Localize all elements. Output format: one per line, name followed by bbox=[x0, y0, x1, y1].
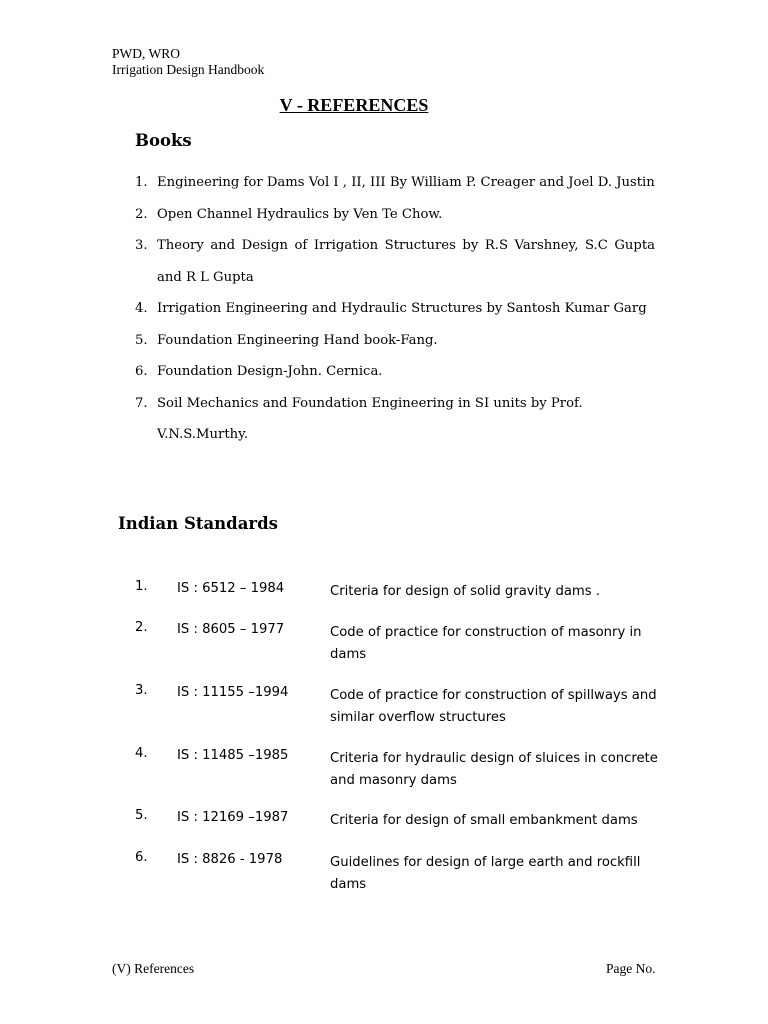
header-org: PWD, WRO bbox=[112, 46, 181, 61]
list-item-number: 4. bbox=[135, 301, 148, 316]
list-item-text: Foundation Design-John. Cernica. bbox=[157, 364, 383, 379]
list-item-text: Irrigation Engineering and Hydraulic Structures by Santosh Kumar Garg bbox=[157, 301, 647, 316]
books-heading: Books bbox=[135, 131, 192, 150]
table-row bbox=[0, 685, 768, 735]
standard-code: IS : 11155 –1994 bbox=[177, 685, 289, 700]
standard-number: 2. bbox=[135, 620, 148, 635]
standard-code: IS : 11485 –1985 bbox=[177, 748, 289, 763]
standard-code: IS : 8826 - 1978 bbox=[177, 852, 283, 867]
header-doc-title: Irrigation Design Handbook bbox=[112, 61, 265, 77]
list-item-text: Theory and Design of Irrigation Structures by R.S Varshney, S.C Gupta and R L Gupta bbox=[157, 238, 655, 285]
list-item bbox=[135, 325, 655, 357]
footer-page-number: Page No. bbox=[606, 961, 656, 976]
standard-description: Criteria for design of solid gravity dams . bbox=[330, 584, 600, 599]
list-item-text: Soil Mechanics and Foundation Engineering in SI units by Prof. V.N.S.Murthy. bbox=[157, 395, 583, 442]
standard-number: 6. bbox=[135, 850, 148, 865]
footer-section-label: (V) References bbox=[112, 961, 195, 976]
standard-description: Criteria for design of small embankment dams bbox=[330, 813, 638, 828]
list-item-number: 3. bbox=[135, 238, 148, 253]
standard-description: Guidelines for design of large earth and rockfill dams bbox=[330, 855, 641, 892]
table-row bbox=[0, 622, 768, 672]
list-item bbox=[135, 230, 655, 293]
list-item-text: Open Channel Hydraulics by Ven Te Chow. bbox=[157, 206, 443, 222]
page-title bbox=[0, 95, 768, 116]
standard-number: 1. bbox=[135, 579, 148, 594]
standard-code: IS : 12169 –1987 bbox=[177, 810, 289, 825]
standard-number: 5. bbox=[135, 808, 148, 823]
standard-description: Code of practice for construction of spillways and similar overflow structures bbox=[330, 688, 657, 725]
standard-code: IS : 6512 – 1984 bbox=[177, 581, 285, 596]
page-title-text: V - REFERENCES bbox=[279, 95, 429, 115]
list-item-number: 1. bbox=[135, 175, 148, 190]
list-item-number: 5. bbox=[135, 332, 148, 348]
standard-number: 4. bbox=[135, 746, 148, 761]
list-item-number: 6. bbox=[135, 364, 148, 379]
list-item bbox=[135, 356, 655, 388]
list-item bbox=[135, 199, 655, 231]
standard-description: Criteria for hydraulic design of sluices in concrete and masonry dams bbox=[330, 751, 658, 788]
page-header bbox=[112, 46, 264, 77]
list-item-text: Engineering for Dams Vol I , II, III By William P. Creager and Joel D. Justin bbox=[157, 175, 655, 190]
list-item bbox=[135, 167, 655, 199]
standard-code: IS : 8605 – 1977 bbox=[177, 622, 285, 637]
standards-heading: Indian Standards bbox=[118, 514, 278, 533]
standard-number: 3. bbox=[135, 683, 148, 698]
table-row bbox=[0, 748, 768, 798]
list-item-text: Foundation Engineering Hand book-Fang. bbox=[157, 332, 438, 348]
list-item-number: 7. bbox=[135, 395, 148, 411]
list-item bbox=[135, 293, 655, 325]
standard-description: Code of practice for construction of masonry in dams bbox=[330, 625, 642, 662]
books-list bbox=[135, 167, 655, 451]
list-item bbox=[135, 388, 655, 451]
table-row bbox=[0, 852, 768, 902]
list-item-number: 2. bbox=[135, 206, 148, 222]
